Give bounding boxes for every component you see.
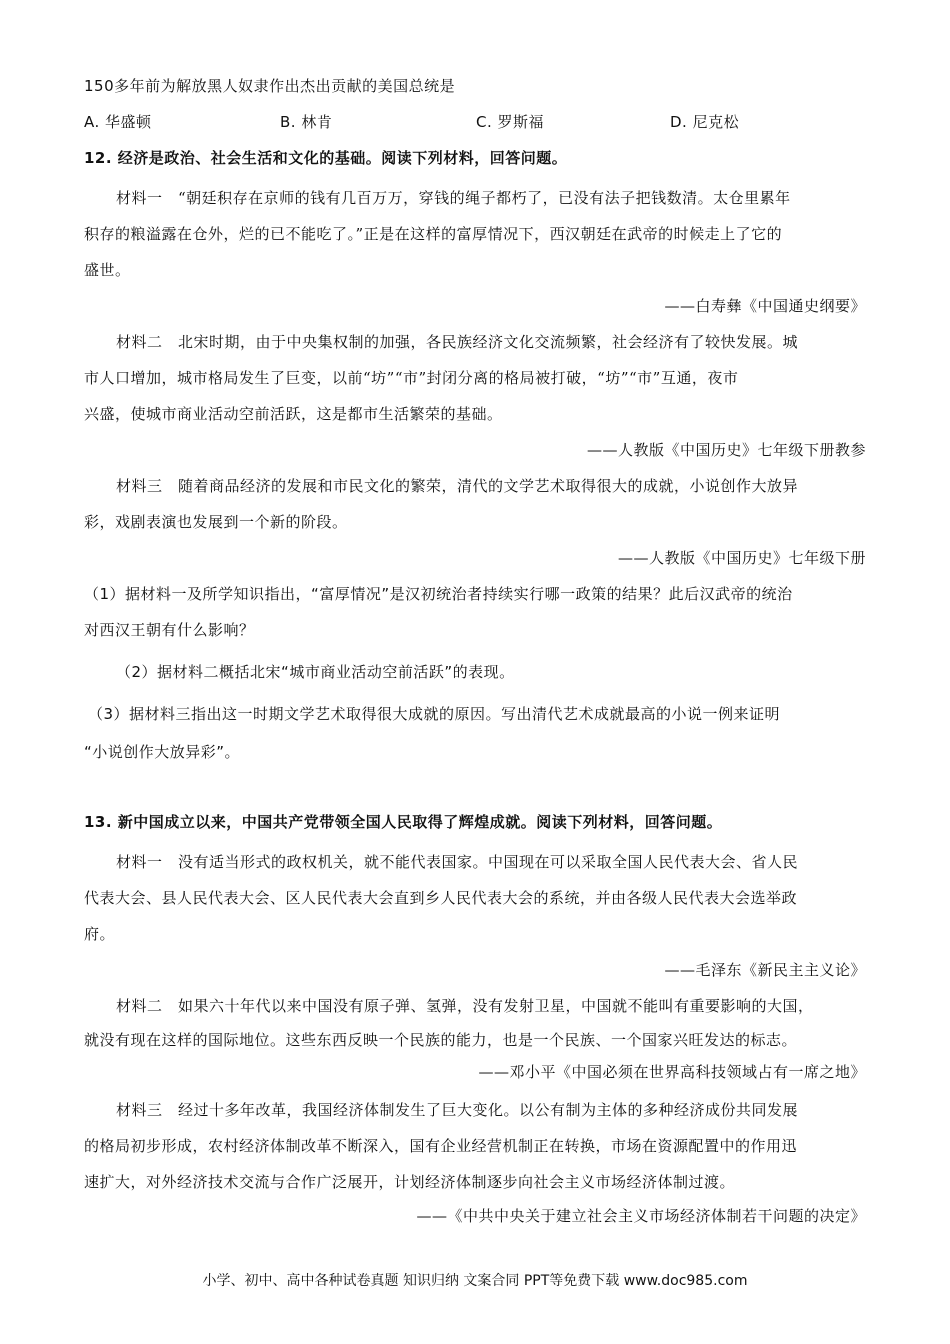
q13-material2-line1: 材料二 如果六十年代以来中国没有原子弹、氢弹，没有发射卫星，中国就不能叫有重要影响的大国， — [116, 997, 814, 1015]
q12-material3-source: ——人教版《中国历史》七年级下册 — [617, 549, 866, 567]
q12-title: 12. 经济是政治、社会生活和文化的基础。阅读下列材料，回答问题。 — [84, 149, 568, 167]
page-footer: 小学、初中、高中各种试卷真题 知识归纳 文案合同 PPT等免费下载 www.doc985.com — [202, 1273, 748, 1289]
q12-material2-line3: 兴盛，使城市商业活动空前活跃，这是都市生活繁荣的基础。 — [84, 405, 503, 423]
q11-options — [84, 112, 844, 132]
q13-title: 13. 新中国成立以来，中国共产党带领全国人民取得了辉煌成就。阅读下列材料，回答问题。 — [84, 813, 723, 831]
q13-material3-line2: 的格局初步形成，农村经济体制改革不断深入，国有企业经营机制正在转换，市场在资源配置中的作用迅 — [84, 1137, 798, 1155]
q13-material1-source: ——毛泽东《新民主主义论》 — [664, 961, 866, 979]
q12-sub3-line1: （3）据材料三指出这一时期文学艺术取得很大成就的原因。写出清代艺术成就最高的小说一例来证明 — [88, 705, 781, 723]
q13-material3-line3: 速扩大，对外经济技术交流与合作广泛展开，计划经济体制逐步向社会主义市场经济体制过渡。 — [84, 1173, 736, 1191]
q13-material1-line1: 材料一 没有适当形式的政权机关，就不能代表国家。中国现在可以采取全国人民代表大会、省人民 — [116, 853, 799, 871]
q13-material3-line1: 材料三 经过十多年改革，我国经济体制发生了巨大变化。以公有制为主体的多种经济成份共同发展 — [116, 1101, 799, 1119]
q12-material1-line1: 材料一 “朝廷积存在京师的钱有几百万万，穿钱的绳子都朽了，已没有法子把钱数清。太仓里累年 — [116, 189, 791, 207]
q13-material3-source: ——《中共中央关于建立社会主义市场经济体制若干问题的决定》 — [416, 1207, 866, 1225]
option-b: B. 林肯 — [280, 113, 333, 131]
q12-material2-line2: 市人口增加，城市格局发生了巨变，以前“坊”“市”封闭分离的格局被打破，“坊”“市”互通，夜市 — [84, 369, 739, 387]
q12-sub2: （2）据材料二概括北宋“城市商业活动空前活跃”的表现。 — [116, 663, 515, 681]
q11-stem: 150多年前为解放黑人奴隶作出杰出贡献的美国总统是 — [84, 77, 456, 95]
q12-material1-line2: 积存的粮溢露在仓外，烂的已不能吃了。”正是在这样的富厚情况下，西汉朝廷在武帝的时候走上了它的 — [84, 225, 783, 243]
q12-material2-line1: 材料二 北宋时期，由于中央集权制的加强，各民族经济文化交流频繁，社会经济有了较快发展。城 — [116, 333, 799, 351]
q13-material2-line2: 就没有现在这样的国际地位。这些东西反映一个民族的能力，也是一个民族、一个国家兴旺发达的标志。 — [84, 1031, 798, 1049]
q12-sub1-line1: （1）据材料一及所学知识指出，“富厚情况”是汉初统治者持续实行哪一政策的结果？此后汉武帝的统治 — [84, 585, 793, 603]
q13-material1-line3: 府。 — [84, 925, 116, 943]
option-a: A. 华盛顿 — [84, 113, 152, 131]
q12-sub1-line2: 对西汉王朝有什么影响？ — [84, 621, 255, 639]
q12-material3-line1: 材料三 随着商品经济的发展和市民文化的繁荣，清代的文学艺术取得很大的成就，小说创作大放异 — [116, 477, 799, 495]
option-d: D. 尼克松 — [670, 113, 740, 131]
q12-material3-line2: 彩，戏剧表演也发展到一个新的阶段。 — [84, 513, 348, 531]
q12-material1-line3: 盛世。 — [84, 261, 131, 279]
q12-material1-source: ——白寿彝《中国通史纲要》 — [664, 297, 866, 315]
q13-material1-line2: 代表大会、县人民代表大会、区人民代表大会直到乡人民代表大会的系统，并由各级人民代表大会选举政 — [84, 889, 798, 907]
q12-material2-source: ——人教版《中国历史》七年级下册教参 — [586, 441, 866, 459]
q13-material2-source: ——邓小平《中国必须在世界高科技领域占有一席之地》 — [478, 1063, 866, 1081]
option-c: C. 罗斯福 — [476, 113, 545, 131]
q12-sub3-line2: “小说创作大放异彩”。 — [84, 743, 241, 761]
